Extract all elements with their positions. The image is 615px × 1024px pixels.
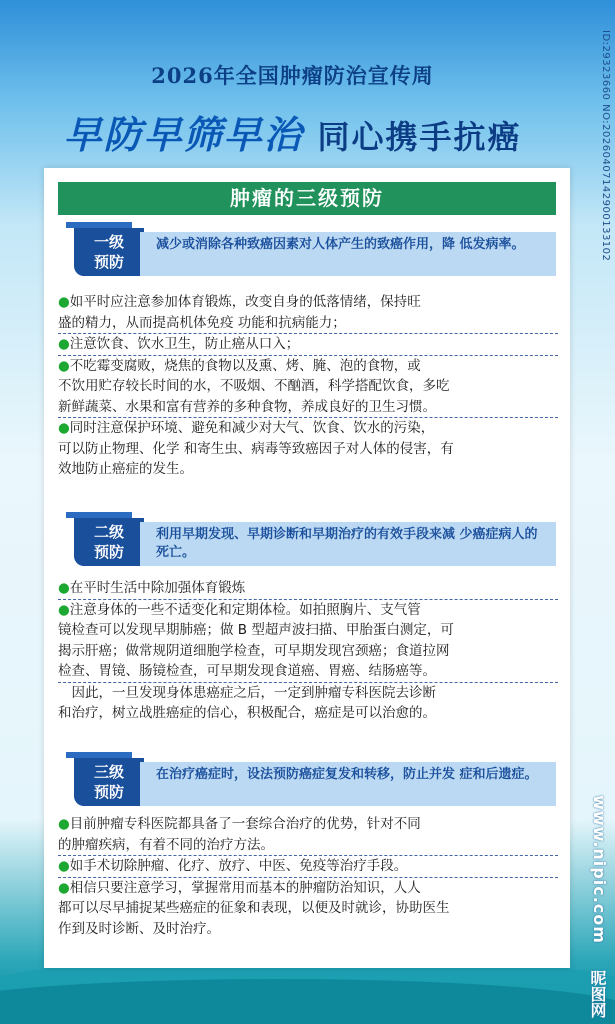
level-1-badge: 一级 预防: [74, 228, 144, 276]
poster-header: [0, 0, 585, 170]
bullet-icon: ●: [58, 858, 70, 874]
list-item: ●相信只要注意学习，掌握常用而基本的肿瘤防治知识，人人 都可以尽早捕捉某些癌症的征象和表现，以便及时就诊，协助医生 作到及时诊断、及时治疗。: [58, 879, 450, 937]
level-2-desc: 利用早期发现、早期诊断和早期治疗的有效手段来减 少癌症病人的死亡。: [140, 522, 556, 566]
level-1-items: [58, 292, 558, 480]
list-item: ●同时注意保护环境、避免和减少对大气、饮食、饮水的污染， 可以防止物理、化学 和寄生虫、病毒等致癌因子对人体的侵害，有 效地防止癌症的发生。: [58, 420, 454, 477]
level-2-items: [58, 578, 558, 724]
card-title: 肿瘤的三级预防: [58, 182, 556, 215]
level-1-desc: 减少或消除各种致癌因素对人体产生的致癌作用，降 低发病率。: [140, 232, 556, 276]
list-item: 因此，一旦发现身体患癌症之后，一定到肿瘤专科医院去诊断 和治疗，树立战胜癌症的信心，积极配合，癌症是可以治愈的。: [58, 684, 436, 721]
list-item: ●如平时应注意参加体育锻炼，改变自身的低落情绪，保持旺 盛的精力，从而提高机体免疫 功能和抗病能力；: [58, 292, 558, 334]
bullet-icon: ●: [58, 294, 70, 310]
level-3-header: [74, 758, 556, 814]
level-3-items: [58, 814, 558, 939]
list-item: ●如手术切除肿瘤、化疗、放疗、中医、免疫等治疗手段。: [58, 856, 558, 878]
bullet-icon: ●: [58, 601, 70, 618]
level-3-desc: 在治疗癌症时，设法预防癌症复发和转移，防止并发 症和后遗症。: [140, 762, 556, 806]
id-watermark: ID:29323660 NO:20260407142900133102: [600, 30, 611, 262]
list-item: ●注意身体的一些不适变化和定期体检。如拍照胸片、支气管 镜检查可以发现早期肺癌；做 B 型超声波扫描、甲胎蛋白测定，可 揭示肝癌；做常规阴道细胞学检查，可早期发现宫颈癌；食道拉网 检查、胃镜、肠镜检查，可早期发现食道癌、胃癌、结肠癌等。: [58, 600, 558, 683]
list-item: ●目前肿瘤专科医院都具备了一套综合治疗的优势，针对不同 的肿瘤疾病，有着不同的治疗方法。: [58, 814, 558, 856]
content-card: [44, 168, 570, 968]
slogan-script: 早防早筛早治: [63, 113, 304, 157]
list-item: ●不吃霉变腐败，烧焦的食物以及熏、烤、腌、泡的食物，或 不饮用贮存较长时间的水，不吸烟、不酗酒，科学搭配饮食，多吃 新鲜蔬菜、水果和富有营养的多种食物，养成良好的卫生习惯。: [58, 356, 558, 419]
list-item: ●在平时生活中除加强体育锻炼: [58, 578, 558, 600]
bullet-icon: ●: [58, 420, 70, 436]
site-watermark: www.nipic.com: [590, 795, 609, 944]
bullet-icon: ●: [58, 336, 70, 352]
list-item: ●注意饮食、饮水卫生，防止癌从口入；: [58, 334, 558, 356]
level-3-badge: 三级 预防: [74, 758, 144, 806]
brand-watermark: 昵图网: [588, 970, 607, 1018]
slogan: [0, 104, 585, 159]
year-title: 2026年全国肿瘤防治宣传周: [151, 63, 434, 88]
bullet-icon: ●: [58, 580, 70, 596]
bullet-icon: ●: [58, 357, 70, 374]
level-2-badge: 二级 预防: [74, 518, 144, 566]
level-1-header: [74, 228, 556, 284]
slogan-main: 同心携手抗癌: [317, 118, 522, 156]
bullet-icon: ●: [58, 816, 70, 832]
level-2-header: [74, 518, 556, 574]
bullet-icon: ●: [58, 879, 70, 896]
